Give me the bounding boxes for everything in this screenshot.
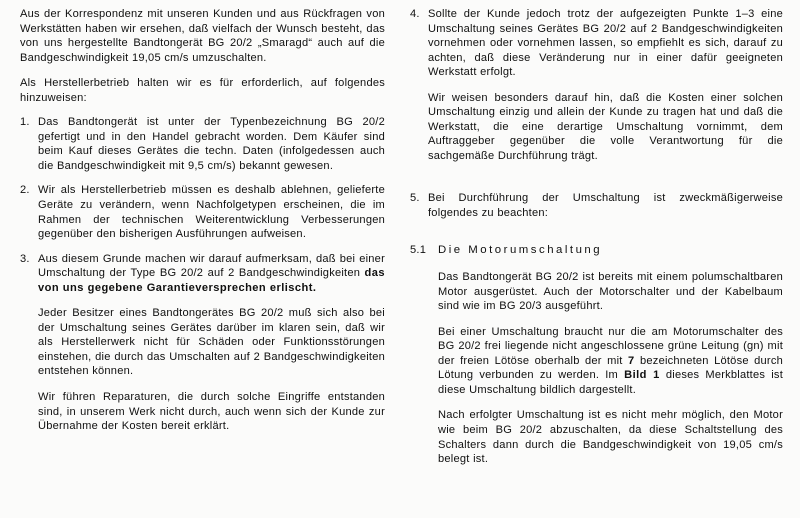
subsection-body — [410, 270, 783, 467]
subsection-heading: Die Motorumschaltung — [438, 243, 603, 256]
solder-lug-number-emphasis: 7 — [627, 354, 635, 367]
list-item-text: Wir als Herstellerbetrieb müssen es deshalb ablehnen, gelieferte Geräte zu verändern, wenn Nachfolgetypen erscheinen, die im Rahmen der technischen Weiterentwicklung Verbesserungen gegenüber den bisherigen Ausführungen aufweisen. — [38, 184, 385, 241]
list-item-body — [428, 191, 783, 220]
list-item-1 — [20, 115, 385, 173]
list-item-text-lead: Aus diesem Grunde machen wir darauf aufmerksam, daß bei einer Umschaltung der Type BG 20/2 auf 2 Bandgeschwindigkeiten — [38, 252, 385, 280]
subsection-paragraph-2-part-1: Bei einer Umschaltung braucht nur die am Motorumschalter des BG 20/2 frei liegende nicht angeschlossene grüne Leitung (gn) mit der freien Lötöse oberhalb der mit — [438, 325, 783, 367]
list-marker: 1. — [20, 116, 30, 129]
list-item-body — [38, 252, 385, 434]
subsection-paragraph-2-part-2: bezeichneten Lötöse durch Lötung verbunden zu werden. Im — [438, 354, 783, 382]
list-item-followup: Wir weisen besonders darauf hin, daß die Kosten einer solchen Umschaltung einzig und allein der Kunde zu tragen hat und daß die Werkstatt, die eine derartige Umschaltung vornimmt, dem Auftraggeber gegenüber die volle Verantwortung für die sachgemäße Durchführung trägt. — [428, 91, 783, 162]
figure-reference-emphasis: Bild 1 — [624, 369, 660, 382]
list-item-text — [38, 252, 385, 296]
left-column — [20, 7, 385, 518]
list-marker: 3. — [20, 252, 30, 265]
right-column — [410, 7, 783, 518]
list-item-3 — [20, 252, 385, 434]
list-item-2 — [20, 183, 385, 241]
list-item-body — [38, 115, 385, 173]
intro-paragraph-2: Als Herstellerbetrieb halten wir es für erforderlich, auf folgendes hinzuweisen: — [20, 77, 385, 104]
subsection-paragraph-2 — [438, 325, 783, 398]
list-marker: 2. — [20, 184, 30, 197]
list-marker: 4. — [410, 8, 420, 20]
list-item-followup-1: Jeder Besitzer eines Bandtongerätes BG 20/2 muß sich also bei der Umschaltung seines Gerätes darüber im klaren sein, daß wir als Herstellerwerk nicht für Schäden oder Funktionsstörungen einstehen, die durch das Umschalten auf 2 Bandgeschwindigkeiten entstehen können. — [38, 307, 385, 378]
list-item-text: Bei Durchführung der Umschaltung ist zweckmäßigerweise folgendes zu beachten: — [428, 192, 783, 220]
subsection-paragraph-2-part-3: dieses Merkblattes ist diese Umschaltung bildlich dargestellt. — [438, 369, 783, 396]
guarantee-void-emphasis: das von uns gegebene Garantieversprechen erlischt. — [38, 267, 385, 294]
list-item-followup-2: Wir führen Reparaturen, die durch solche Eingriffe entstanden sind, in unserem Werk nicht durch, auch wenn sich der Kunde zur Übernahme der Kosten bereit erklärt. — [38, 391, 385, 433]
list-item-5-1 — [410, 243, 783, 258]
list-item-text: Sollte der Kunde jedoch trotz der aufgezeigten Punkte 1–3 eine Umschaltung seines Gerätes BG 20/2 auf 2 Bandgeschwindigkeiten vornehmen oder vornehmen lassen, so empfiehlt es sich, darauf zu achten, daß diese Veränderung nur in einer dafür geeigneten Werkstatt erfolgt. — [428, 8, 783, 79]
subsection-heading-wrap — [438, 243, 783, 258]
list-item-body — [38, 183, 385, 241]
list-marker: 5. — [410, 192, 420, 205]
subsection-paragraph-1: Das Bandtongerät BG 20/2 ist bereits mit einem polumschaltbaren Motor ausgerüstet. Auch der Motorschalter und der Kabelbaum sind wie im BG 20/3 ausgeführt. — [438, 271, 783, 313]
list-item-text: Das Bandtongerät ist unter der Typenbezeichnung BG 20/2 gefertigt und in den Handel gebracht worden. Dem Käufer sind beim Kauf dieses Gerätes die techn. Daten (infolgedessen auch die Bandgeschwindigkeit mit 9,5 cm/s) bekannt gewesen. — [38, 116, 385, 172]
list-item-body — [428, 7, 783, 163]
list-marker: 5.1 — [410, 243, 427, 256]
subsection-paragraph-3: Nach erfolgter Umschaltung ist es nicht mehr möglich, den Motor wie beim BG 20/2 abzuschalten, da diese Schaltstellung des Schalters dann durch die Bandgeschwindigkeit von 19,05 cm/s belegt ist. — [438, 409, 783, 466]
intro-paragraph-1: Aus der Korrespondenz mit unseren Kunden und aus Rückfragen von Werkstätten haben wir ersehen, daß vielfach der Wunsch besteht, das von uns hergestellte Bandtongerät BG 20/2 „Smaragd“ auch auf die Bandgeschwindigkeit 19,05 cm/s umzuschalten. — [20, 8, 385, 64]
list-item-5 — [410, 191, 783, 220]
list-item-4 — [410, 7, 783, 163]
